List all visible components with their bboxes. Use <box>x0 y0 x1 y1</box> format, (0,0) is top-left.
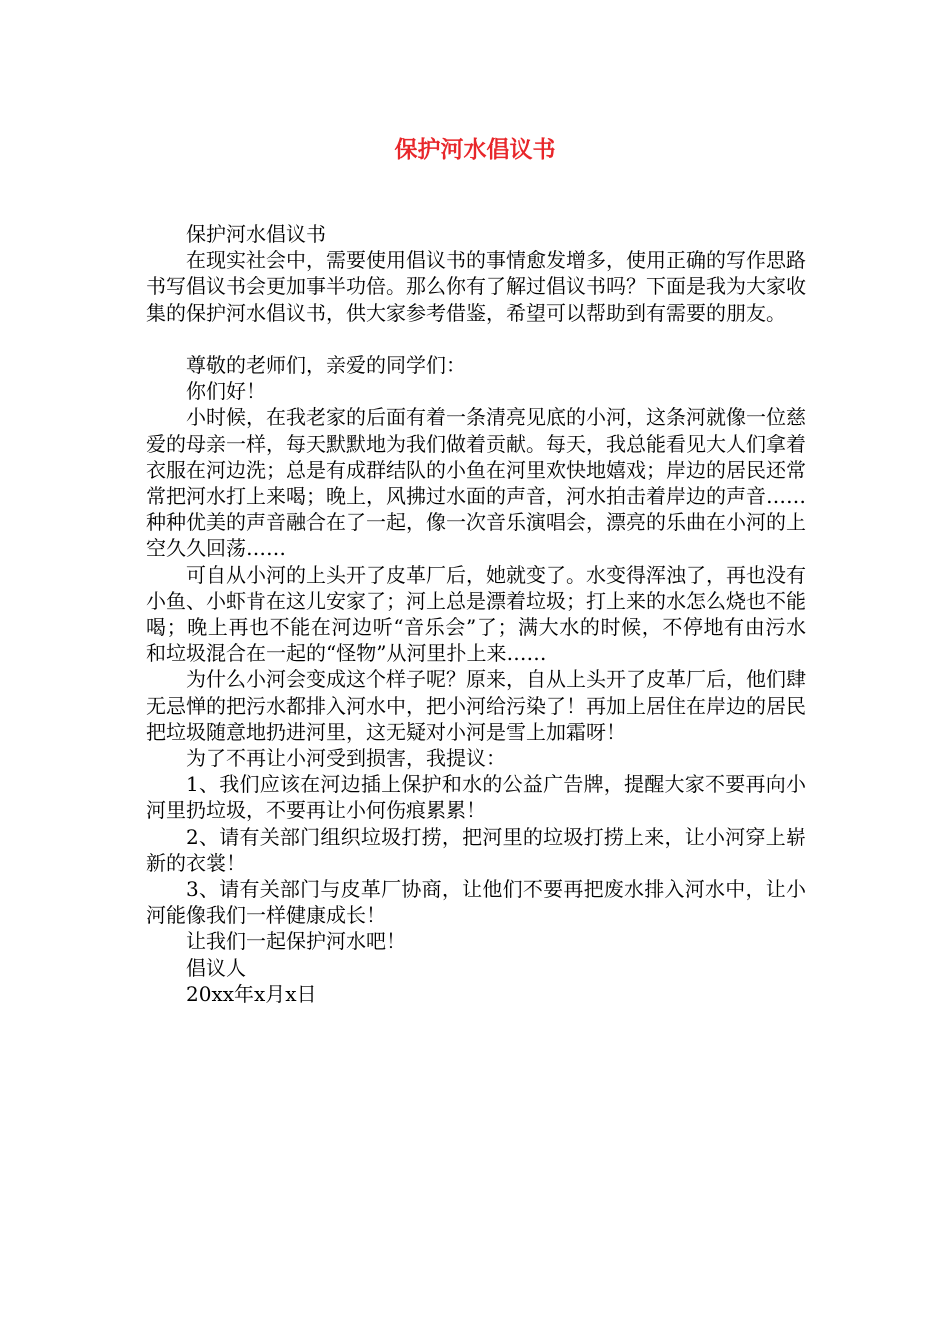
paragraph-intro: 在现实社会中，需要使用倡议书的事情愈发增多，使用正确的写作思路书写倡议书会更加事半功倍。那么你有了解过倡议书吗？下面是我为大家收集的保护河水倡议书，供大家参考借鉴，希望可以帮助到有需要的朋友。 <box>146 248 806 325</box>
paragraph-date: 20xx年x月x日 <box>186 981 317 1006</box>
paragraph-salutation: 尊敬的老师们，亲爱的同学们： <box>186 353 466 377</box>
paragraph-closing: 让我们一起保护河水吧！ <box>186 929 406 954</box>
paragraph-proposal-intro: 为了不再让小河受到损害，我提议： <box>186 746 506 771</box>
document-title: 保护河水倡议书 <box>394 137 556 163</box>
paragraph-greeting: 你们好！ <box>186 379 266 404</box>
paragraph-proposal-1: 1、我们应该在河边插上保护和水的公益广告牌，提醒大家不要再向小河里扔垃圾，不要再让小何伤痕累累！ <box>146 772 806 823</box>
document-body <box>146 221 806 1007</box>
paragraph-subtitle: 保护河水倡议书 <box>186 222 326 246</box>
paragraph-signer: 倡议人 <box>186 955 246 980</box>
blank-line <box>146 326 806 352</box>
paragraph-cause: 为什么小河会变成这个样子呢？原来，自从上头开了皮革厂后，他们肆无忌惮的把污水都排入河水中，把小河给污染了！再加上居住在岸边的居民把垃圾随意地扔进河里，这无疑对小河是雪上加霜呀！ <box>146 667 806 744</box>
paragraph-proposal-3: 3、请有关部门与皮革厂协商，让他们不要再把废水排入河水中，让小河能像我们一样健康成长！ <box>146 877 806 928</box>
paragraph-proposal-2: 2、请有关部门组织垃圾打捞，把河里的垃圾打捞上来，让小河穿上崭新的衣裳！ <box>146 824 806 875</box>
paragraph-childhood: 小时候，在我老家的后面有着一条清亮见底的小河，这条河就像一位慈爱的母亲一样，每天默默地为我们做着贡献。每天，我总能看见大人们拿着衣服在河边洗；总是有成群结队的小鱼在河里欢快地嬉戏；岸边的居民还常常把河水打上来喝；晚上，风拂过水面的声音，河水拍击着岸边的声音……种种优美的声音融合在了一起，像一次音乐演唱会，漂亮的乐曲在小河的上空久久回荡…… <box>146 405 806 561</box>
paragraph-pollution: 可自从小河的上头开了皮革厂后，她就变了。水变得浑浊了，再也没有小鱼、小虾肯在这儿安家了；河上总是漂着垃圾；打上来的水怎么烧也不能喝；晚上再也不能在河边听“音乐会”了；满大水的时候，不停地有由污水和垃圾混合在一起的“怪物”从河里扑上来…… <box>146 562 806 666</box>
